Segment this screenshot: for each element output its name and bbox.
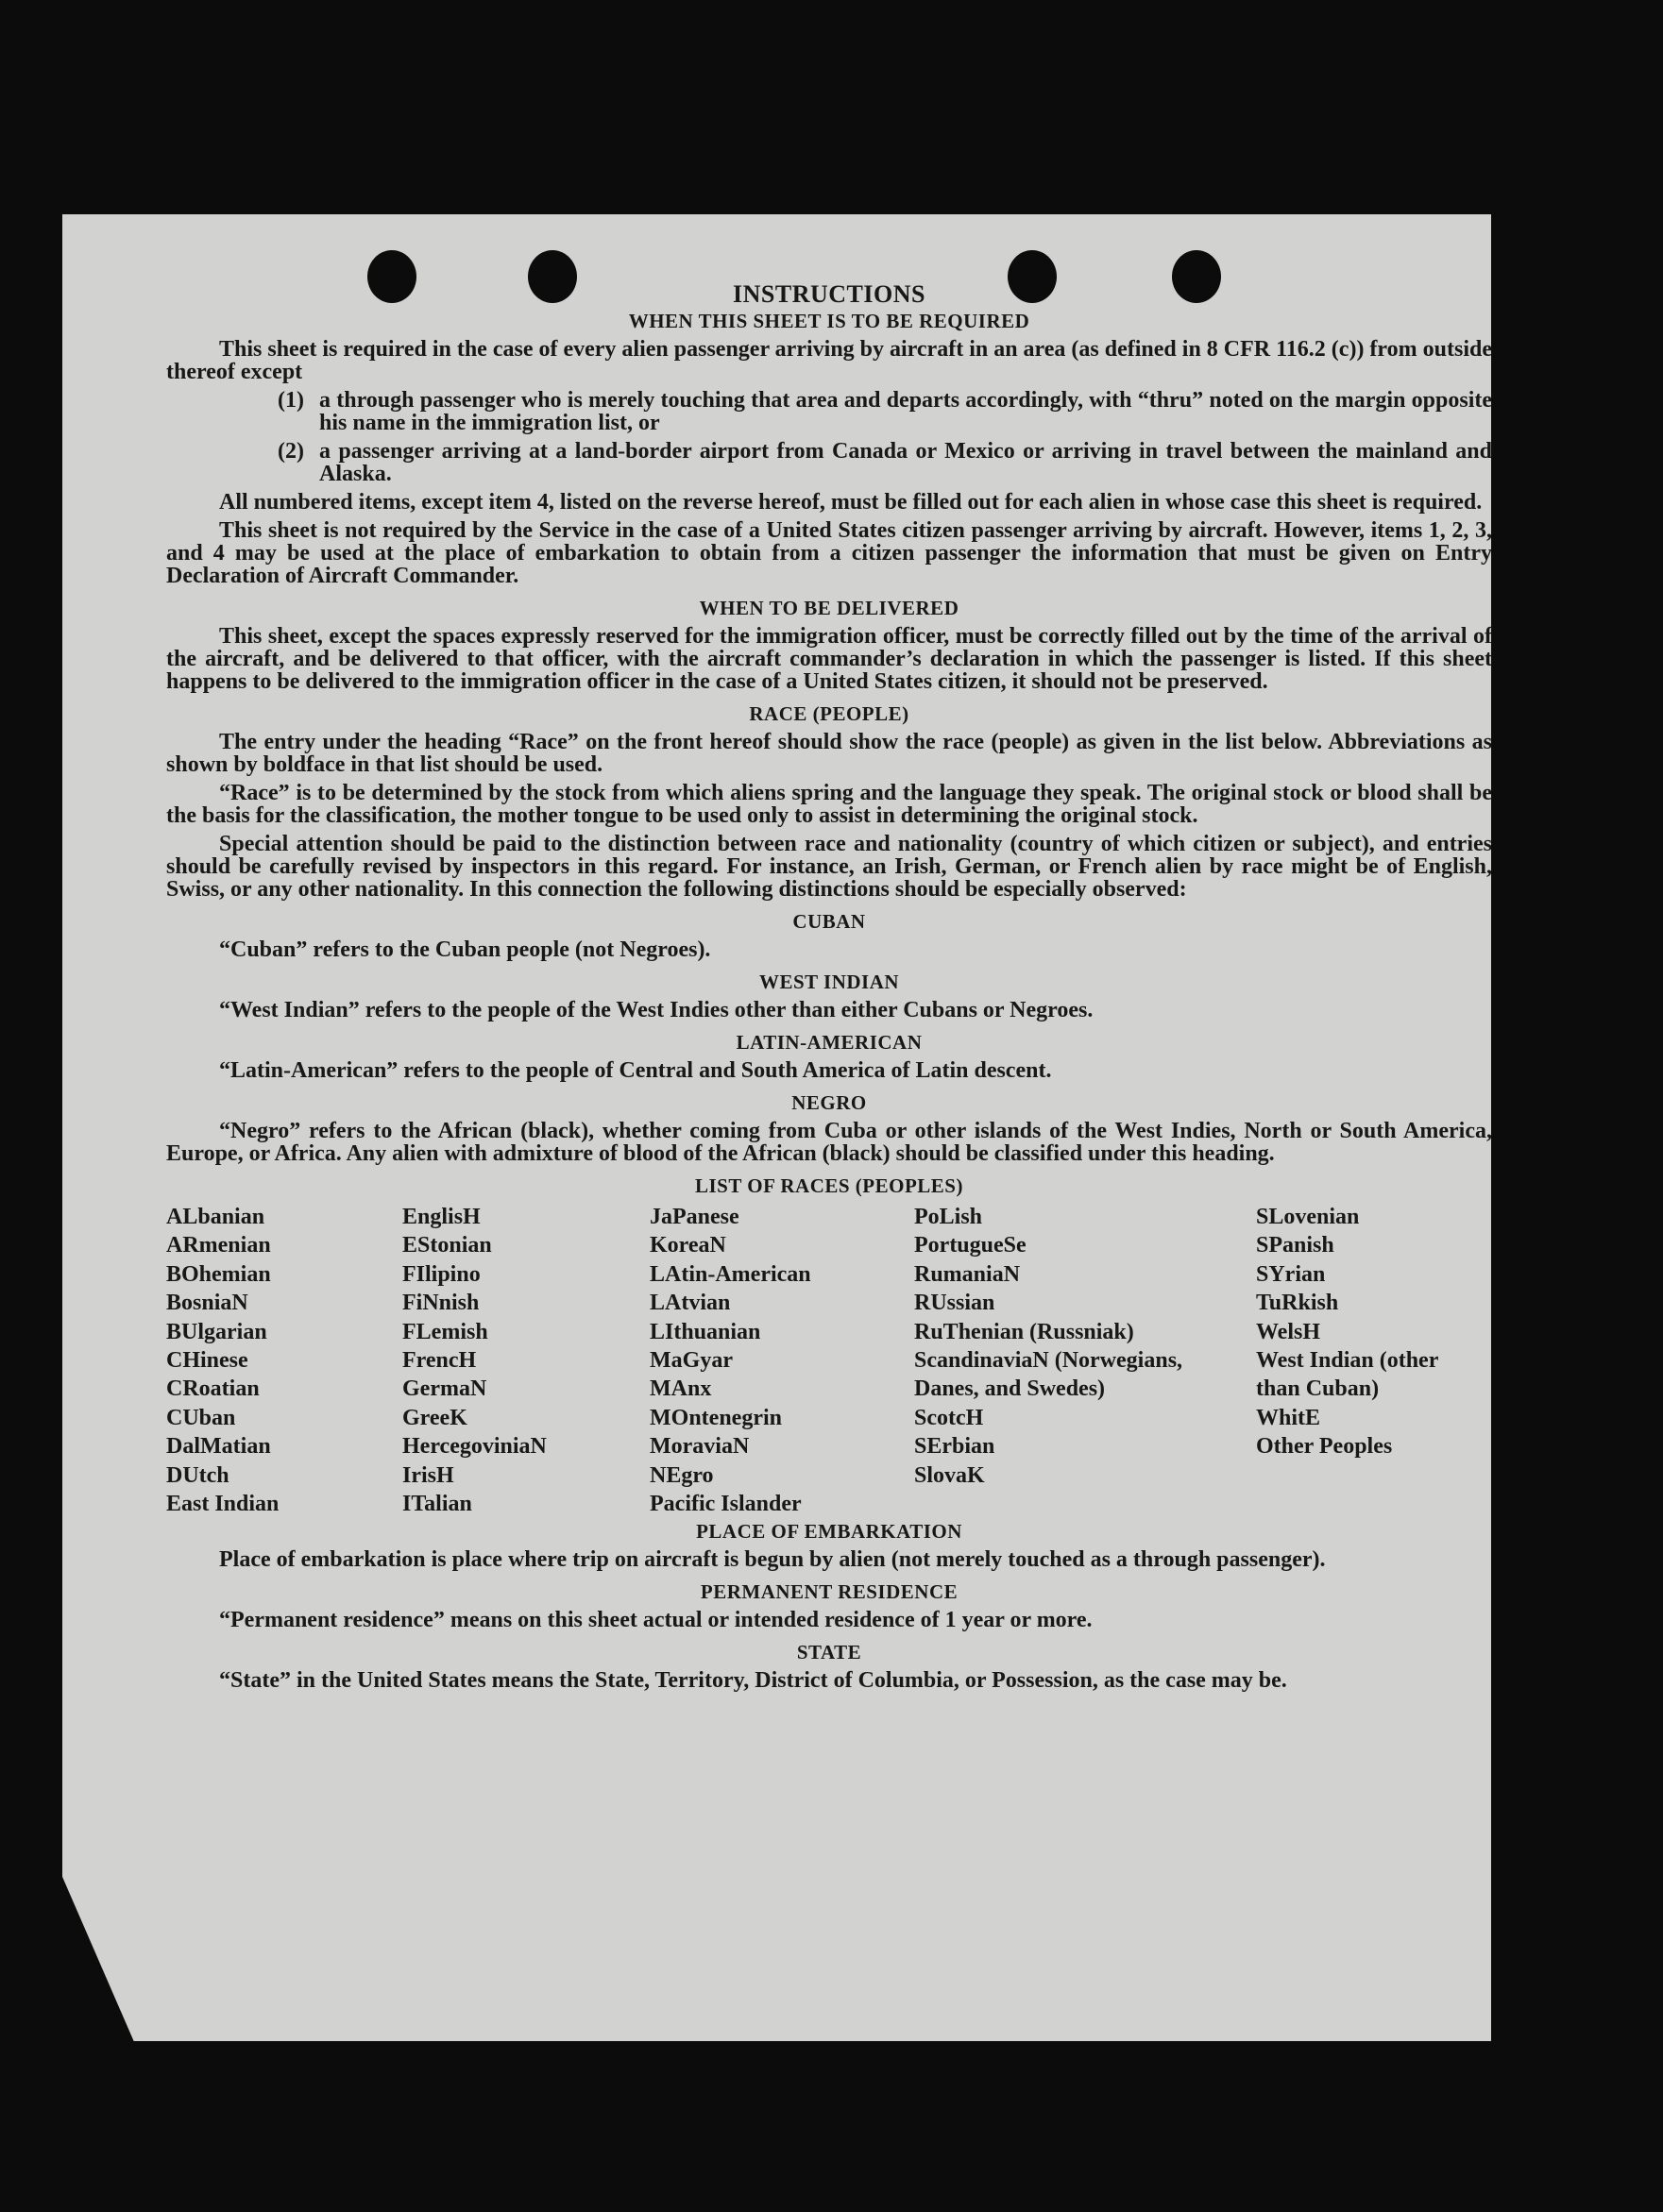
race-entry: CHinese xyxy=(166,1347,248,1373)
race-entry: MOntenegrin xyxy=(650,1405,782,1430)
race-entry: FrencH xyxy=(402,1347,477,1373)
race-entry: DUtch xyxy=(166,1462,229,1488)
item-text: a through passenger who is merely touching that area and departs accordingly, with “thru” noted on the margin opposite his name in the immigration list, or xyxy=(319,388,1492,435)
races-list xyxy=(166,1203,1492,1518)
race-entry: WelsH xyxy=(1256,1319,1321,1344)
paragraph: “Race” is to be determined by the stock from which aliens spring and the language they speak. The original stock or blood shall be the basis for the classification, the mother tongue to be used only to assist in determining the original stock. xyxy=(166,781,1492,828)
race-entry: GreeK xyxy=(402,1405,467,1430)
race-entry: Other Peoples xyxy=(1256,1434,1393,1460)
race-entry: KoreaN xyxy=(650,1233,726,1258)
list-item xyxy=(278,440,1492,485)
item-number: (1) xyxy=(278,388,304,413)
race-entry: BUlgarian xyxy=(166,1319,267,1344)
paragraph: Place of embarkation is place where trip on aircraft is begun by alien (not merely touched as a through passenger). xyxy=(219,1547,1326,1573)
race-entry: WhitE xyxy=(1256,1405,1321,1430)
race-entry: CUban xyxy=(166,1405,236,1430)
race-entry: ALbanian xyxy=(166,1205,265,1229)
race-entry: MAnx xyxy=(650,1376,712,1402)
race-entry: PortugueSe xyxy=(914,1233,1027,1258)
paragraph: Special attention should be paid to the distinction between race and nationality (country of which citizen or subject), and entries should be carefully revised by inspectors in this regard. For instance, an Irish, German, or French alien by race might be of English, Swiss, or any other nationality. In this connection the following distinctions should be especially observed: xyxy=(166,832,1492,902)
race-entry: CRoatian xyxy=(166,1376,260,1402)
race-entry: SErbian xyxy=(914,1434,995,1460)
paragraph: This sheet is required in the case of every alien passenger arriving by aircraft in an area (as defined in 8 CFR 116.2 (c)) from outside thereof except xyxy=(166,337,1492,384)
race-entry: ARmenian xyxy=(166,1233,271,1258)
section-heading: PERMANENT RESIDENCE xyxy=(700,1580,959,1604)
races-column xyxy=(914,1203,1256,1518)
race-entry: East Indian xyxy=(166,1491,280,1516)
race-entry: FLemish xyxy=(402,1319,488,1344)
section-heading: WHEN THIS SHEET IS TO BE REQUIRED xyxy=(628,310,1030,332)
list-item xyxy=(278,389,1492,434)
race-entry: NEgro xyxy=(650,1462,714,1488)
race-entry: ScotcH xyxy=(914,1405,984,1430)
instructions-content xyxy=(166,280,1492,1694)
item-number: (2) xyxy=(278,439,304,464)
race-entry: IrisH xyxy=(402,1462,454,1488)
races-column xyxy=(402,1203,650,1518)
race-entry: RumaniaN xyxy=(914,1261,1021,1287)
race-entry: EnglisH xyxy=(402,1205,481,1229)
race-entry: SlovaK xyxy=(914,1462,985,1488)
race-entry: RuThenian (Russniak) xyxy=(914,1319,1134,1344)
paragraph: All numbered items, except item 4, listed on the reverse hereof, must be filled out for each alien in whose case this sheet is required. xyxy=(219,490,1483,515)
section-heading: WHEN TO BE DELIVERED xyxy=(699,597,959,619)
race-entry: LIthuanian xyxy=(650,1319,761,1344)
page-title: INSTRUCTIONS xyxy=(733,280,925,308)
paragraph: “Cuban” refers to the Cuban people (not Negroes). xyxy=(219,937,711,962)
race-entry: DalMatian xyxy=(166,1434,271,1460)
section-heading: LATIN-AMERICAN xyxy=(736,1031,923,1054)
section-heading: LIST OF RACES (PEOPLES) xyxy=(695,1174,963,1197)
races-column xyxy=(1256,1203,1492,1518)
race-entry: West Indian (other than Cuban) xyxy=(1256,1347,1438,1402)
race-entry: FiNnish xyxy=(402,1291,480,1316)
race-entry: ScandinaviaN (Norwegians, Danes, and Swedes) xyxy=(914,1347,1183,1402)
section-heading: PLACE OF EMBARKATION xyxy=(696,1520,962,1544)
race-entry: SLovenian xyxy=(1256,1205,1360,1229)
section-heading: RACE (PEOPLE) xyxy=(749,702,909,725)
race-entry: ITalian xyxy=(402,1491,472,1516)
race-entry: TuRkish xyxy=(1256,1291,1339,1316)
race-entry: BosniaN xyxy=(166,1291,248,1316)
paragraph: The entry under the heading “Race” on the front hereof should show the race (people) as given in the list below. Abbreviations as shown by boldface in that list should be used. xyxy=(166,730,1492,777)
race-entry: JaPanese xyxy=(650,1205,739,1229)
paragraph: “Permanent residence” means on this sheet actual or intended residence of 1 year or more. xyxy=(219,1608,1093,1633)
section-heading: STATE xyxy=(796,1641,862,1664)
race-entry: SYrian xyxy=(1256,1261,1326,1287)
paragraph: This sheet, except the spaces expressly reserved for the immigration officer, must be correctly filled out by the time of the arrival of the aircraft, and be delivered to that officer, with the aircraft commander’s declaration in which the passenger is listed. If this sheet happens to be delivered to the immigration officer in the case of a United States citizen, it should not be preserved. xyxy=(166,624,1492,694)
race-entry: MaGyar xyxy=(650,1347,733,1373)
paragraph: “State” in the United States means the State, Territory, District of Columbia, or Possession, as the case may be. xyxy=(219,1668,1287,1694)
race-entry: RUssian xyxy=(914,1291,995,1316)
section-heading: WEST INDIAN xyxy=(758,971,900,993)
paragraph: “West Indian” refers to the people of the West Indies other than either Cubans or Negroes. xyxy=(219,998,1094,1022)
race-entry: LAtin-American xyxy=(650,1261,811,1287)
paragraph: “Negro” refers to the African (black), whether coming from Cuba or other islands of the West Indies, North or South America, Europe, or Africa. Any alien with admixture of blood of the African (black) should be classified under this heading. xyxy=(166,1119,1492,1166)
section-heading: NEGRO xyxy=(791,1091,867,1114)
race-entry: BOhemian xyxy=(166,1261,271,1287)
race-entry: GermaN xyxy=(402,1376,487,1402)
race-entry: PoLish xyxy=(914,1205,983,1229)
race-entry: FIlipino xyxy=(402,1261,481,1287)
race-entry: Pacific Islander xyxy=(650,1491,802,1516)
race-entry: LAtvian xyxy=(650,1291,731,1316)
race-entry: EStonian xyxy=(402,1233,492,1258)
paragraph: This sheet is not required by the Service in the case of a United States citizen passenger arriving by aircraft. However, items 1, 2, 3, and 4 may be used at the place of embarkation to obtain from a citizen passenger the information that must be given on Entry Declaration of Aircraft Commander. xyxy=(166,518,1492,588)
race-entry: HercegoviniaN xyxy=(402,1434,547,1460)
section-heading: CUBAN xyxy=(792,910,866,933)
item-text: a passenger arriving at a land-border airport from Canada or Mexico or arriving in travel between the mainland and Alaska. xyxy=(319,439,1492,486)
race-entry: SPanish xyxy=(1256,1233,1334,1258)
race-entry: MoraviaN xyxy=(650,1434,750,1460)
races-column xyxy=(650,1203,914,1518)
races-column xyxy=(166,1203,402,1518)
paragraph: “Latin-American” refers to the people of Central and South America of Latin descent. xyxy=(219,1058,1052,1083)
